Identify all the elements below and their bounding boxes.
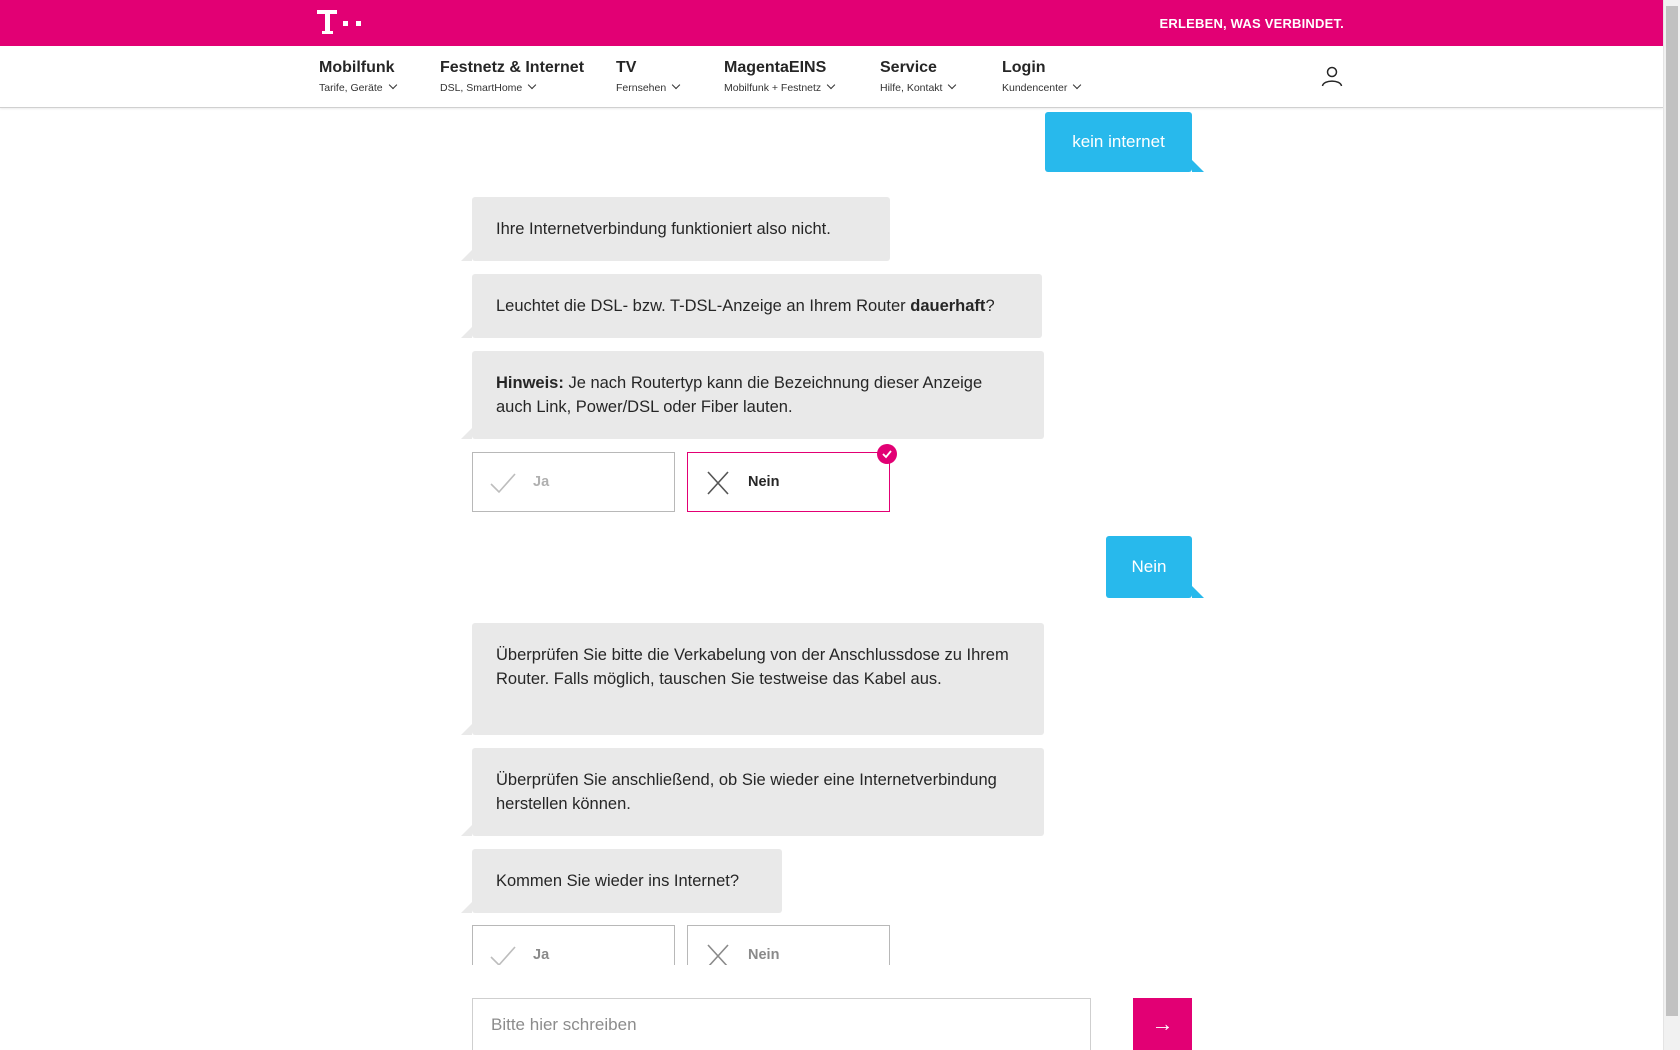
- nav-title: Mobilfunk: [319, 59, 395, 76]
- bot-message: [472, 849, 782, 913]
- bot-hint-message: [472, 351, 1044, 439]
- chevron-down-icon: [672, 81, 680, 89]
- scrollbar-thumb[interactable]: [1666, 6, 1678, 1016]
- main-navigation: [0, 46, 1663, 108]
- arrow-right-icon: →: [1151, 1011, 1174, 1036]
- bot-message-text: Kommen Sie wieder ins Internet?: [496, 872, 740, 890]
- page-scrollbar[interactable]: [1663, 0, 1680, 1050]
- nav-tv[interactable]: [616, 59, 679, 96]
- nav-service[interactable]: [880, 59, 955, 96]
- chevron-down-icon: [827, 81, 835, 89]
- nav-title: MagentaEINS: [724, 59, 827, 76]
- answer-label: Nein: [748, 474, 780, 490]
- bot-message: [472, 748, 1044, 836]
- message-input[interactable]: [473, 999, 1090, 1050]
- send-button[interactable]: [1133, 998, 1192, 1050]
- answer-label: Ja: [533, 474, 550, 490]
- nav-festnetz-internet[interactable]: [440, 59, 584, 96]
- nav-subtitle: Kundencenter: [1002, 82, 1068, 94]
- bot-message: [472, 197, 890, 261]
- chevron-down-icon: [948, 81, 956, 89]
- user-account-icon[interactable]: [1320, 64, 1344, 88]
- answer-yes-button[interactable]: [472, 452, 675, 512]
- user-message: Nein: [1106, 536, 1192, 598]
- nav-title: TV: [616, 59, 637, 76]
- nav-title: Login: [1002, 59, 1046, 76]
- bot-message-text: Überprüfen Sie bitte die Verkabelung von der Anschlussdose zu Ihrem Router. Falls möglich, tauschen Sie testweise das Kabel aus.: [496, 646, 1009, 688]
- bot-message: [472, 274, 1042, 338]
- nav-subtitle: DSL, SmartHome: [440, 82, 523, 94]
- nav-mobilfunk[interactable]: [319, 59, 396, 96]
- nav-subtitle: Tarife, Geräte: [319, 82, 383, 94]
- check-icon: [489, 470, 517, 496]
- close-icon: [704, 470, 732, 496]
- answer-no-button-selected[interactable]: [687, 452, 890, 512]
- bot-message: [472, 623, 1044, 735]
- message-input-wrapper: [472, 998, 1091, 1050]
- slogan: ERLEBEN, WAS VERBINDET.: [1159, 16, 1344, 31]
- scroll-fade: [460, 965, 1180, 974]
- chat-transcript: [0, 109, 1663, 974]
- nav-subtitle: Fernsehen: [616, 82, 667, 94]
- bot-message-text: ?: [985, 297, 995, 315]
- nav-title: Festnetz & Internet: [440, 59, 585, 76]
- nav-subtitle: Hilfe, Kontakt: [880, 82, 943, 94]
- nav-magentaeins[interactable]: [724, 59, 834, 96]
- nav-subtitle: Mobilfunk + Festnetz: [724, 82, 822, 94]
- bot-message-text: Überprüfen Sie anschließend, ob Sie wieder eine Internetverbindung herstellen können.: [496, 771, 997, 813]
- hint-label: Hinweis:: [496, 374, 564, 392]
- selected-check-icon: [877, 444, 897, 464]
- bot-message-text: Leuchtet die DSL- bzw. T-DSL-Anzeige an Ihrem Router: [496, 297, 911, 315]
- telekom-logo[interactable]: [317, 10, 373, 36]
- chevron-down-icon: [528, 81, 536, 89]
- nav-login[interactable]: [1002, 59, 1080, 96]
- bot-message-emphasis: dauerhaft: [910, 297, 986, 315]
- answer-label: Ja: [533, 947, 550, 963]
- brand-bar: [0, 0, 1663, 46]
- answer-label: Nein: [748, 947, 780, 963]
- chevron-down-icon: [388, 81, 396, 89]
- bot-message-text: Ihre Internetverbindung funktioniert also nicht.: [496, 220, 831, 238]
- nav-title: Service: [880, 59, 937, 76]
- bot-message-text: Je nach Routertyp kann die Bezeichnung dieser Anzeige auch Link, Power/DSL oder Fiber lauten.: [496, 374, 983, 416]
- chevron-down-icon: [1073, 81, 1081, 89]
- user-message: kein internet: [1045, 112, 1192, 172]
